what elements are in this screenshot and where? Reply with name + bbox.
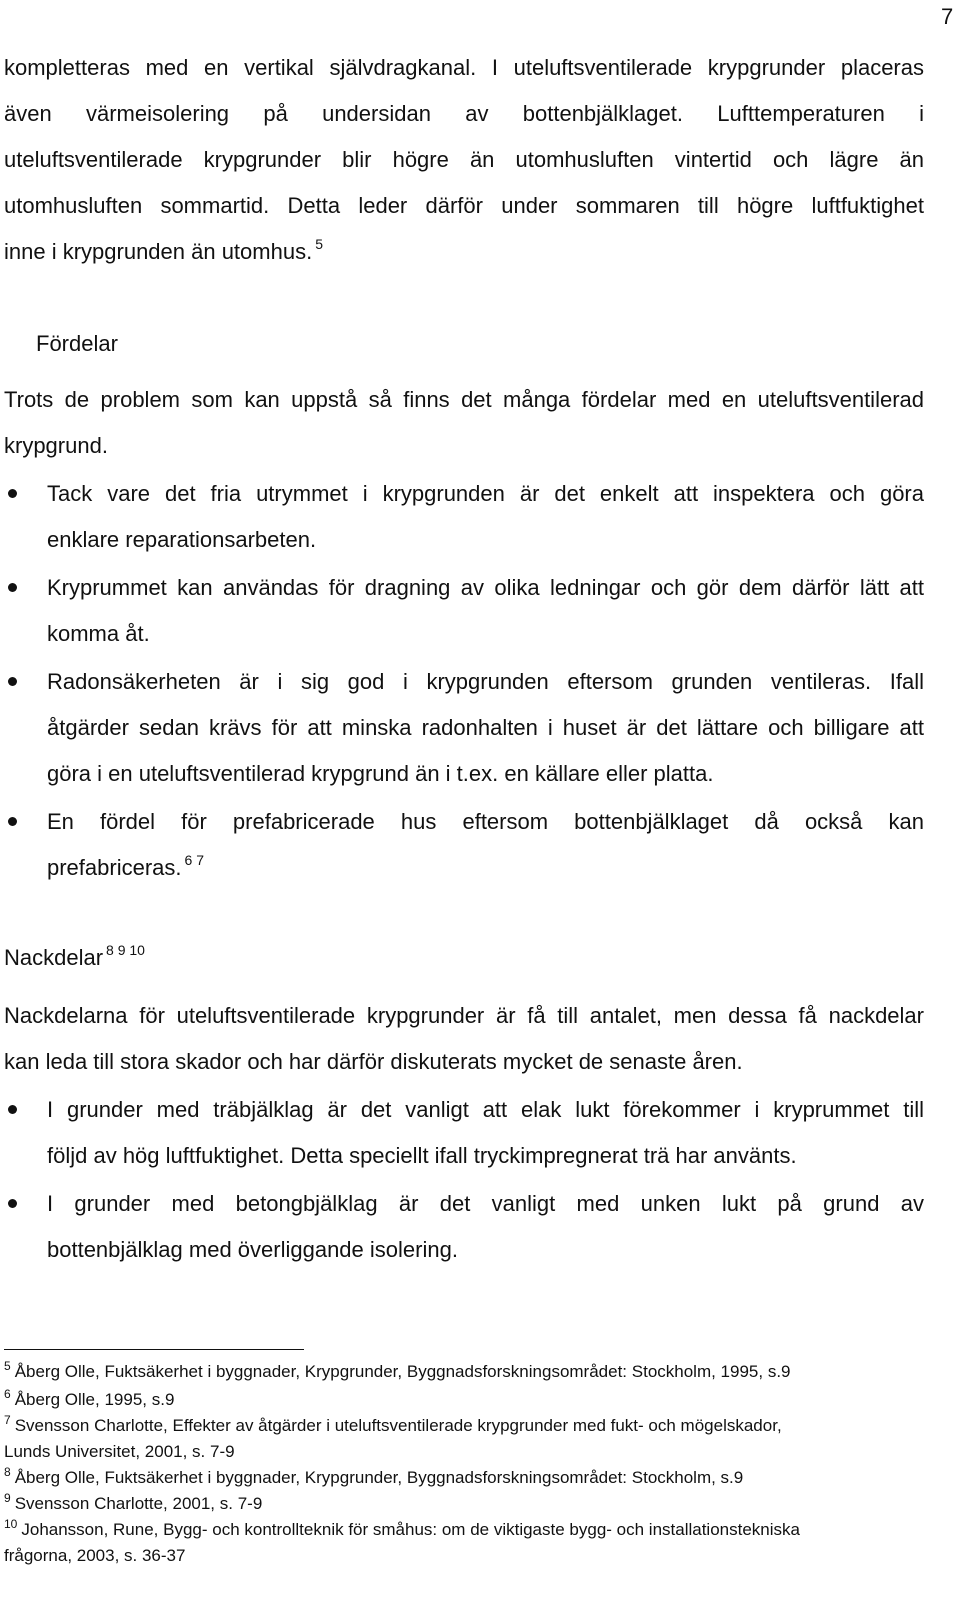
list-item-line: Tack vare det fria utrymmet i krypgrunden är det enkelt att inspektera och göra: [47, 481, 924, 506]
list-item-line: göra i en uteluftsventilerad krypgrund än i t.ex. en källare eller platta.: [47, 761, 714, 786]
section-heading-fordelar: Fördelar: [36, 331, 118, 356]
nackdelar-intro-line: kan leda till stora skador och har därför diskuterats mycket de senaste åren.: [4, 1049, 743, 1074]
list-item-text: prefabriceras.: [47, 855, 182, 880]
footnote-number: 10: [4, 1517, 18, 1531]
intro-line: utomhusluften sommartid. Detta leder därför under sommaren till högre luftfuktighet: [4, 193, 924, 218]
list-item-line: enklare reparationsarbeten.: [47, 527, 317, 552]
footnote-continuation: Lunds Universitet, 2001, s. 7-9: [4, 1442, 235, 1461]
nackdelar-intro-line: Nackdelarna för uteluftsventilerade krypgrunder är få till antalet, men dessa få nackdelar: [4, 1003, 924, 1028]
footnote-number: 5: [4, 1359, 11, 1373]
intro-line: även värmeisolering på undersidan av bottenbjälklaget. Lufttemperaturen i: [4, 101, 924, 126]
fordelar-intro-line: Trots de problem som kan uppstå så finns det många fördelar med en uteluftsventilerad: [4, 387, 924, 412]
footnote: [4, 1491, 263, 1515]
footnote: [4, 1387, 175, 1411]
footnote: [4, 1413, 782, 1437]
section-heading-nackdelar: [4, 942, 924, 973]
bullet-icon: [8, 583, 17, 592]
list-item-line: åtgärder sedan krävs för att minska radonhalten i huset är det lättare och billigare att: [47, 715, 924, 740]
footnote-number: 6: [4, 1387, 11, 1401]
footnote-ref: 5: [315, 236, 323, 252]
bullet-icon: [8, 1105, 17, 1114]
list-item-line: Kryprummet kan användas för dragning av olika ledningar och gör dem därför lätt att: [47, 575, 924, 600]
list-item-line: En fördel för prefabricerade hus eftersom bottenbjälklaget då också kan: [47, 809, 924, 834]
bullet-icon: [8, 489, 17, 498]
footnote-text: Åberg Olle, 1995, s.9: [14, 1390, 175, 1409]
bullet-icon: [8, 1199, 17, 1208]
heading-text: Nackdelar: [4, 945, 104, 970]
bullet-icon: [8, 677, 17, 686]
footnote-divider: [4, 1349, 304, 1350]
footnote-text: Åberg Olle, Fuktsäkerhet i byggnader, Krypgrunder, Byggnadsforskningsområdet: Stockholm, 1995, s.9: [14, 1362, 791, 1381]
fordelar-intro-line: krypgrund.: [4, 433, 108, 458]
footnote-number: 7: [4, 1413, 11, 1427]
footnote-continuation: frågorna, 2003, s. 36-37: [4, 1546, 186, 1565]
footnote: [4, 1359, 791, 1383]
footnote-text: Johansson, Rune, Bygg- och kontrollteknik för småhus: om de viktigaste bygg- och installationstekniska: [21, 1520, 800, 1539]
intro-line-last: [4, 236, 924, 267]
page-number: 7: [941, 4, 954, 29]
list-item-line: Radonsäkerheten är i sig god i krypgrunden eftersom grunden ventileras. Ifall: [47, 669, 924, 694]
footnote-ref: 8 9 10: [106, 942, 145, 958]
footnote-text: Svensson Charlotte, 2001, s. 7-9: [14, 1494, 263, 1513]
intro-line-text: inne i krypgrunden än utomhus.: [4, 239, 313, 264]
footnote-text: Åberg Olle, Fuktsäkerhet i byggnader, Krypgrunder, Byggnadsforskningsområdet: Stockholm, s.9: [14, 1468, 744, 1487]
footnote-number: 8: [4, 1465, 11, 1479]
footnote-ref: 6 7: [184, 852, 204, 868]
list-item-line: komma åt.: [47, 621, 150, 646]
bullet-icon: [8, 817, 17, 826]
footnote-number: 9: [4, 1491, 11, 1505]
footnote-text: Svensson Charlotte, Effekter av åtgärder i uteluftsventilerade krypgrunder med fukt- och mögelskador,: [14, 1416, 782, 1435]
list-item-line: bottenbjälklag med överliggande isolering.: [47, 1237, 458, 1262]
intro-line: uteluftsventilerade krypgrunder blir högre än utomhusluften vintertid och lägre än: [4, 147, 924, 172]
list-item-line: följd av hög luftfuktighet. Detta speciellt ifall tryckimpregnerat trä har använts.: [47, 1143, 797, 1168]
list-item-line-last: [47, 852, 924, 883]
list-item-line: I grunder med betongbjälklag är det vanligt med unken lukt på grund av: [47, 1191, 924, 1216]
list-item-line: I grunder med träbjälklag är det vanligt att elak lukt förekommer i kryprummet till: [47, 1097, 924, 1122]
footnote: [4, 1465, 744, 1489]
footnote: [4, 1517, 800, 1541]
intro-line: kompletteras med en vertikal självdragkanal. I uteluftsventilerade krypgrunder placeras: [4, 55, 924, 80]
